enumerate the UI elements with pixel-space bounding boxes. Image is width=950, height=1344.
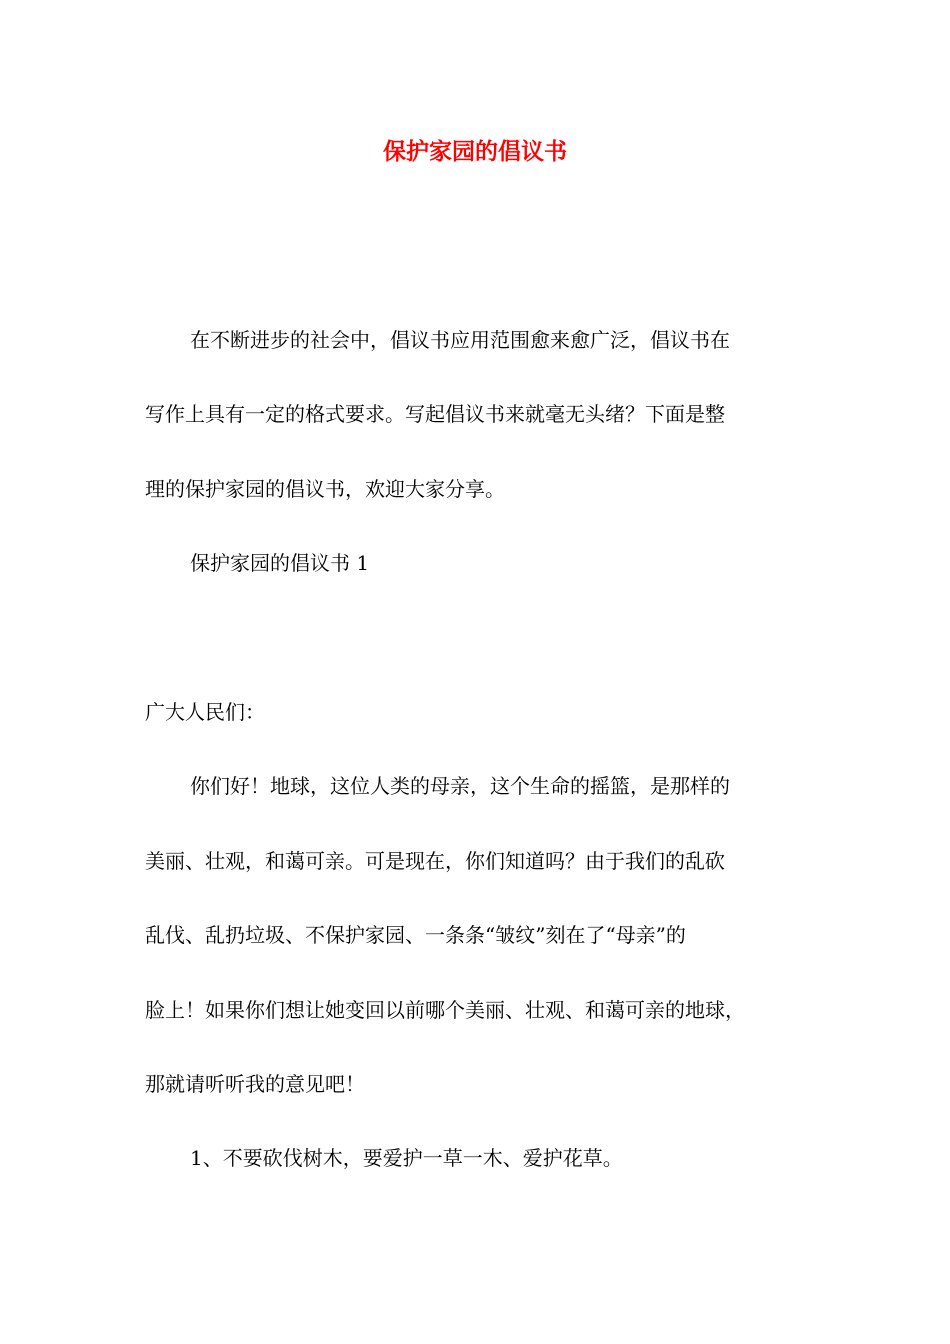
body-line-4: 脸上！如果你们想让她变回以前哪个美丽、壮观、和蔼可亲的地球， <box>145 998 745 1022</box>
salutation: 广大人民们： <box>145 700 265 724</box>
body-line-1: 你们好！地球，这位人类的母亲，这个生命的摇篮，是那样的 <box>190 774 730 798</box>
body-line-5: 那就请听听我的意见吧！ <box>145 1072 365 1096</box>
intro-line-2: 写作上具有一定的格式要求。写起倡议书来就毫无头绪？下面是整 <box>145 402 725 426</box>
body-line-2: 美丽、壮观，和蔼可亲。可是现在，你们知道吗？由于我们的乱砍 <box>145 849 725 873</box>
intro-line-3: 理的保护家园的倡议书，欢迎大家分享。 <box>145 477 505 501</box>
document-title: 保护家园的倡议书 <box>383 138 567 165</box>
body-line-3: 乱伐、乱扔垃圾、不保护家园、一条条“皱纹”刻在了“母亲”的 <box>145 923 686 947</box>
point-1: 1、不要砍伐树木，要爱护一草一木、爱护花草。 <box>190 1146 623 1170</box>
section-heading: 保护家园的倡议书 1 <box>190 551 370 575</box>
intro-line-1: 在不断进步的社会中，倡议书应用范围愈来愈广泛，倡议书在 <box>190 328 730 352</box>
